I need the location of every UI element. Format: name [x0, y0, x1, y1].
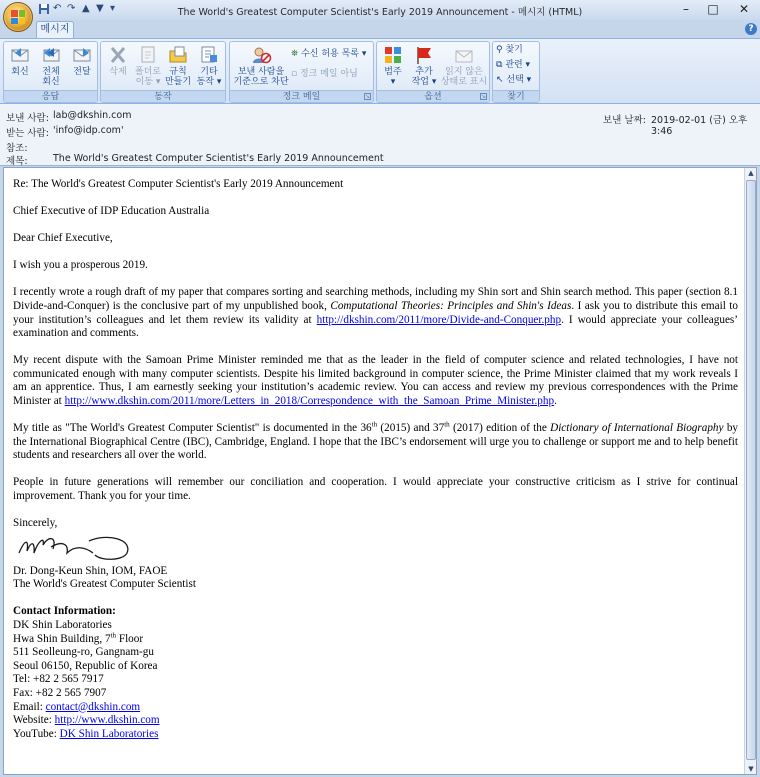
options-dialog-launcher-icon[interactable]: ↘	[481, 93, 487, 100]
scroll-down-icon[interactable]: ▼	[748, 765, 754, 773]
youtube-link[interactable]: DK Shin Laboratories	[59, 727, 159, 740]
reply-all-button[interactable]: 전체 회신	[36, 45, 66, 87]
related-icon: ⧉	[496, 60, 503, 70]
group-options	[376, 41, 490, 103]
divide-conquer-link[interactable]: http://dkshin.com/2011/more/Divide-and-Conquer.php	[316, 313, 562, 326]
salutation: Dear Chief Executive,	[13, 232, 113, 245]
paragraph-3: My title as "The World's Greatest Computer Scientist" is documented in the 36th (2015) and 37th (2017) edition of the Dictionary of International Biography by the International Biographical Centre (IBC), Cambridge, England. I hope that the IBC’s endorsement will urge you to challenge or support me and to help benefit students and researchers all over the world.	[13, 420, 738, 462]
reply-button[interactable]: 회신	[6, 45, 34, 77]
not-junk-icon: ▫	[291, 69, 298, 79]
group-label-options: 옵션	[377, 90, 489, 102]
reply-all-icon	[40, 45, 62, 65]
paragraph-2: My recent dispute with the Samoan Prime Minister reminded me that as the leader in the field of computer science and related technologies, I have not communicated enough with many computer scientists. Despite his limited background in computer science, the Prime Minister claimed that my work reveals I am an apprentice. Thus, I am earnestly seeking your institution’s academic review. You can access and review my previous correspondences with the Prime Minister at http://www.dkshin.com/2011/more/Letters_in_2018/Correspondence_with_the_Samoan_Prime_Minister.php.	[13, 354, 738, 408]
folder-move-icon	[137, 45, 159, 65]
binoculars-icon: ⚲	[496, 45, 503, 55]
window-title: The World's Greatest Computer Scientist's Early 2019 Announcement - 메시지 (HTML)	[177, 7, 583, 18]
office-button[interactable]	[3, 2, 33, 32]
block-sender-button[interactable]: 보낸 사람을 기준으로 차단	[232, 45, 290, 87]
website-link[interactable]: http://www.dkshin.com	[54, 714, 160, 727]
book-title: Computational Theories: Principles and Shin's Ideas	[330, 299, 572, 312]
recipient-line: Chief Executive of IDP Education Australia	[13, 205, 210, 218]
paragraph-4: People in future generations will remember our conciliation and cooperation. I would appreciate your constructive criticism as I strive for continual improvement. Thank you for your time.	[13, 476, 738, 502]
contact-street: 511 Seolleung-ro, Gangnam-gu	[13, 646, 154, 659]
from-label: 보낸 사람:	[6, 113, 49, 124]
undo-icon[interactable]: ↶	[53, 3, 62, 14]
sent-value: 2019-02-01 (금) 오후 3:46	[651, 115, 748, 137]
follow-up-button[interactable]: 추가 작업 ▾	[409, 45, 439, 87]
correspondence-link[interactable]: http://www.dkshin.com/2011/more/Letters_in_2018/Correspondence_with_the_Samoan_Prime_Minister.php	[64, 395, 555, 408]
reply-subject-line: Re: The World's Greatest Computer Scientist's Early 2019 Announcement	[13, 178, 344, 190]
contact-tel: Tel: +82 2 565 7917	[13, 673, 104, 686]
sender-title: The World's Greatest Computer Scientist	[13, 578, 196, 591]
junk-dialog-launcher-icon[interactable]: ↘	[365, 93, 371, 100]
contact-fax: Fax: +82 2 565 7907	[13, 686, 107, 699]
subject-value: The World's Greatest Computer Scientist's Early 2019 Announcement	[53, 153, 384, 164]
maximize-button[interactable]: □	[707, 2, 719, 16]
closing: Sincerely,	[13, 517, 58, 530]
flag-icon	[413, 45, 435, 65]
other-actions-icon	[198, 45, 220, 65]
mark-unread-button[interactable]: 읽지 않은 상태로 표시	[439, 45, 489, 87]
next-item-icon[interactable]: ▼	[96, 3, 104, 14]
other-actions-button[interactable]: 기타 동작 ▾	[194, 45, 224, 87]
message-body-pane[interactable]	[3, 167, 757, 775]
select-button[interactable]: ↖ 선택 ▾	[496, 75, 532, 85]
delete-icon	[107, 45, 129, 65]
help-icon[interactable]: ?	[745, 23, 757, 35]
contact-website: Website: http://www.dkshin.com	[13, 714, 160, 727]
find-button[interactable]: ⚲ 찾기	[496, 45, 523, 55]
ribbon-tab-row	[0, 20, 760, 38]
forward-icon	[71, 45, 93, 65]
contact-city: Seoul 06150, Republic of Korea	[13, 659, 158, 672]
group-label-find: 찾기	[493, 90, 539, 102]
office-logo-icon	[11, 10, 25, 24]
signature-image	[15, 531, 133, 565]
dictionary-title: Dictionary of International Biography	[550, 422, 724, 435]
to-value[interactable]: 'info@idp.com'	[53, 125, 124, 136]
contact-building: Hwa Shin Building, 7th Floor	[13, 630, 144, 645]
scrollbar-thumb[interactable]	[746, 180, 756, 760]
vertical-scrollbar[interactable]	[744, 168, 756, 774]
rules-icon	[167, 45, 189, 65]
group-label-junk: 정크 메일	[230, 90, 373, 102]
not-junk-button[interactable]: ▫ 정크 메일 아님	[291, 69, 358, 79]
email-link[interactable]: contact@dkshin.com	[45, 700, 141, 713]
group-respond	[3, 41, 98, 103]
message-body	[13, 178, 738, 741]
close-button[interactable]: ✕	[738, 2, 750, 16]
move-to-folder-button[interactable]: 폴더로 이동 ▾	[133, 45, 163, 87]
forward-button[interactable]: 전달	[68, 45, 96, 77]
categorize-icon	[382, 45, 404, 65]
create-rule-button[interactable]: 규칙 만들기	[163, 45, 193, 87]
customize-toolbar-icon[interactable]: ▾	[110, 3, 116, 14]
redo-icon[interactable]: ↷	[67, 3, 76, 14]
reply-icon	[9, 45, 31, 65]
contact-youtube: YouTube: DK Shin Laboratories	[13, 727, 159, 740]
contact-org: DK Shin Laboratories	[13, 618, 112, 631]
minimize-button[interactable]: –	[683, 2, 689, 16]
safe-list-icon: ⛯	[291, 49, 299, 59]
save-icon[interactable]	[38, 3, 50, 17]
delete-button[interactable]: 삭제	[104, 45, 132, 77]
from-value[interactable]: lab@dkshin.com	[53, 110, 132, 121]
categorize-button[interactable]: 범주 ▾	[379, 45, 407, 87]
mark-unread-icon	[453, 45, 475, 65]
sent-label: 보낸 날짜:	[603, 115, 646, 126]
to-label: 받는 사람:	[6, 128, 49, 139]
group-label-actions: 동작	[101, 90, 225, 102]
wish-line: I wish you a prosperous 2019.	[13, 259, 148, 272]
scroll-up-icon[interactable]: ▲	[748, 169, 754, 177]
safe-list-button[interactable]: ⛯ 수신 허용 목록 ▾	[291, 49, 367, 59]
group-junk	[229, 41, 374, 103]
contact-email: Email: contact@dkshin.com	[13, 700, 141, 713]
message-header	[0, 104, 760, 166]
group-label-respond: 응답	[4, 90, 97, 102]
subject-label: 제목:	[6, 156, 28, 167]
select-arrow-icon: ↖	[496, 75, 504, 85]
block-sender-icon	[250, 45, 272, 65]
sender-name: Dr. Dong-Keun Shin, IOM, FAOE	[13, 564, 168, 577]
contact-heading: Contact Information:	[13, 605, 116, 618]
related-button[interactable]: ⧉ 관련 ▾	[496, 60, 531, 70]
group-find	[492, 41, 540, 103]
tab-message[interactable]: 메시지	[36, 21, 74, 39]
group-actions	[100, 41, 226, 103]
previous-item-icon[interactable]: ▲	[82, 3, 90, 14]
paragraph-1: I recently wrote a rough draft of my paper that compares sorting and searching methods, including my Shin sort and Shin search method. This paper (section 8.1 Divide-and-Conquer) is the conclusive part of my unpublished book, Computational Theories: Principles and Shin's Ideas. I ask you to distribute this email to your institution’s colleagues and let them review its validity at http://dkshin.com/2011/more/Divide-and-Conquer.php. I would appreciate your colleagues’ examination and comments.	[13, 286, 738, 340]
cc-label: 참조:	[6, 143, 28, 154]
